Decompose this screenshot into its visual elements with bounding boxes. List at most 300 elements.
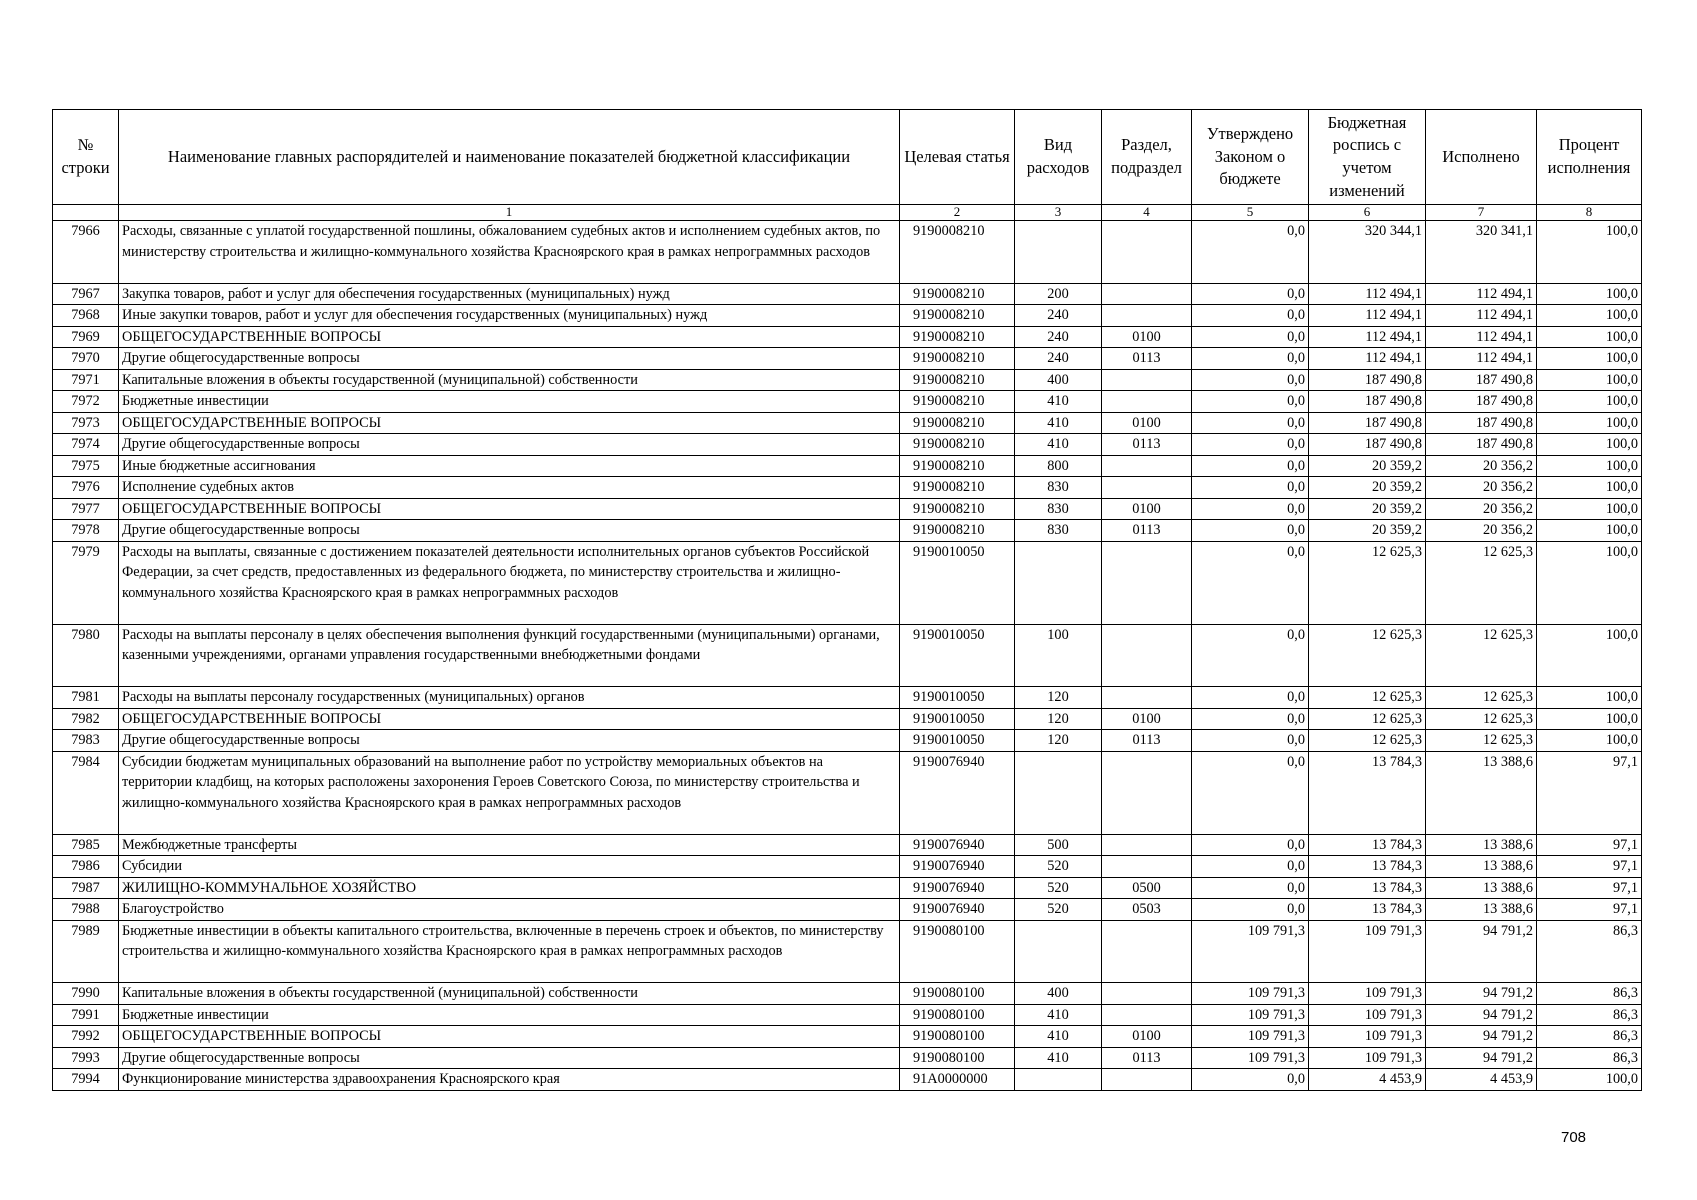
page-number: 708	[1561, 1129, 1587, 1146]
row-name: ОБЩЕГОСУДАРСТВЕННЫЕ ВОПРОСЫ	[119, 498, 900, 520]
row-name: Капитальные вложения в объекты государственной (муниципальной) собственности	[119, 983, 900, 1005]
section-code	[1102, 455, 1192, 477]
target-article: 9190080100	[900, 983, 1015, 1005]
row-name: Другие общегосударственные вопросы	[119, 730, 900, 752]
section-code: 0113	[1102, 1047, 1192, 1069]
execution-percent: 100,0	[1537, 541, 1642, 624]
table-body	[53, 205, 1642, 1091]
execution-percent: 100,0	[1537, 498, 1642, 520]
executed-amount: 13 388,6	[1426, 877, 1537, 899]
executed-amount: 12 625,3	[1426, 687, 1537, 709]
executed-amount: 20 356,2	[1426, 498, 1537, 520]
budget-amount: 109 791,3	[1309, 1026, 1426, 1048]
approved-amount: 0,0	[1192, 391, 1309, 413]
target-article: 9190008210	[900, 391, 1015, 413]
target-article: 9190008210	[900, 283, 1015, 305]
row-name: Межбюджетные трансферты	[119, 834, 900, 856]
table-row	[53, 751, 1642, 834]
approved-amount: 0,0	[1192, 520, 1309, 542]
section-code	[1102, 283, 1192, 305]
row-number: 7978	[53, 520, 119, 542]
section-code	[1102, 834, 1192, 856]
expense-type: 240	[1015, 348, 1102, 370]
executed-amount: 20 356,2	[1426, 520, 1537, 542]
executed-amount: 13 388,6	[1426, 899, 1537, 921]
table-row	[53, 455, 1642, 477]
row-name: Бюджетные инвестиции	[119, 391, 900, 413]
executed-amount: 12 625,3	[1426, 730, 1537, 752]
execution-percent: 97,1	[1537, 751, 1642, 834]
approved-amount: 0,0	[1192, 624, 1309, 687]
approved-amount: 0,0	[1192, 326, 1309, 348]
target-article: 9190008210	[900, 305, 1015, 327]
execution-percent: 100,0	[1537, 477, 1642, 499]
execution-percent: 100,0	[1537, 708, 1642, 730]
approved-amount: 0,0	[1192, 455, 1309, 477]
column-number-row	[53, 205, 1642, 221]
executed-amount: 112 494,1	[1426, 348, 1537, 370]
row-number: 7973	[53, 412, 119, 434]
section-code: 0100	[1102, 326, 1192, 348]
budget-amount: 12 625,3	[1309, 730, 1426, 752]
section-code: 0500	[1102, 877, 1192, 899]
row-name: ЖИЛИЩНО-КОММУНАЛЬНОЕ ХОЗЯЙСТВО	[119, 877, 900, 899]
expense-type: 120	[1015, 730, 1102, 752]
execution-percent: 97,1	[1537, 877, 1642, 899]
executed-amount: 94 791,2	[1426, 920, 1537, 983]
target-article: 9190076940	[900, 834, 1015, 856]
target-article: 9190008210	[900, 520, 1015, 542]
column-number: 7	[1426, 205, 1537, 221]
execution-percent: 100,0	[1537, 412, 1642, 434]
header-section: Раздел, подраздел	[1102, 110, 1192, 205]
expense-type: 240	[1015, 305, 1102, 327]
execution-percent: 100,0	[1537, 369, 1642, 391]
row-number: 7983	[53, 730, 119, 752]
section-code	[1102, 391, 1192, 413]
execution-percent: 86,3	[1537, 1047, 1642, 1069]
table-row	[53, 856, 1642, 878]
column-number: 5	[1192, 205, 1309, 221]
execution-percent: 86,3	[1537, 1026, 1642, 1048]
executed-amount: 187 490,8	[1426, 412, 1537, 434]
table-row	[53, 687, 1642, 709]
row-name: Бюджетные инвестиции	[119, 1004, 900, 1026]
budget-amount: 12 625,3	[1309, 687, 1426, 709]
executed-amount: 12 625,3	[1426, 624, 1537, 687]
header-executed: Исполнено	[1426, 110, 1537, 205]
section-code	[1102, 856, 1192, 878]
expense-type: 240	[1015, 326, 1102, 348]
executed-amount: 112 494,1	[1426, 326, 1537, 348]
budget-amount: 109 791,3	[1309, 920, 1426, 983]
row-name: Закупка товаров, работ и услуг для обеспечения государственных (муниципальных) нужд	[119, 283, 900, 305]
target-article: 9190010050	[900, 541, 1015, 624]
table-row	[53, 434, 1642, 456]
execution-percent: 86,3	[1537, 920, 1642, 983]
row-number: 7977	[53, 498, 119, 520]
executed-amount: 187 490,8	[1426, 369, 1537, 391]
approved-amount: 109 791,3	[1192, 920, 1309, 983]
execution-percent: 100,0	[1537, 305, 1642, 327]
row-number: 7987	[53, 877, 119, 899]
approved-amount: 0,0	[1192, 899, 1309, 921]
row-name: Функционирование министерства здравоохранения Красноярского края	[119, 1069, 900, 1091]
expense-type: 410	[1015, 1026, 1102, 1048]
row-number: 7982	[53, 708, 119, 730]
row-number: 7975	[53, 455, 119, 477]
row-number: 7988	[53, 899, 119, 921]
row-number: 7991	[53, 1004, 119, 1026]
approved-amount: 0,0	[1192, 348, 1309, 370]
row-number: 7990	[53, 983, 119, 1005]
section-code: 0113	[1102, 348, 1192, 370]
executed-amount: 94 791,2	[1426, 1026, 1537, 1048]
row-number: 7972	[53, 391, 119, 413]
section-code	[1102, 751, 1192, 834]
execution-percent: 97,1	[1537, 856, 1642, 878]
execution-percent: 100,0	[1537, 687, 1642, 709]
row-number: 7992	[53, 1026, 119, 1048]
expense-type: 120	[1015, 687, 1102, 709]
table-header	[53, 110, 1642, 205]
row-name: Иные закупки товаров, работ и услуг для обеспечения государственных (муниципальных) нужд	[119, 305, 900, 327]
executed-amount: 112 494,1	[1426, 283, 1537, 305]
target-article: 9190008210	[900, 221, 1015, 284]
section-code: 0100	[1102, 498, 1192, 520]
expense-type: 520	[1015, 856, 1102, 878]
row-name: Другие общегосударственные вопросы	[119, 434, 900, 456]
budget-amount: 187 490,8	[1309, 369, 1426, 391]
expense-type	[1015, 751, 1102, 834]
budget-amount: 20 359,2	[1309, 498, 1426, 520]
approved-amount: 0,0	[1192, 856, 1309, 878]
budget-amount: 13 784,3	[1309, 751, 1426, 834]
executed-amount: 13 388,6	[1426, 856, 1537, 878]
table-row	[53, 877, 1642, 899]
table-row	[53, 1026, 1642, 1048]
target-article: 91А0000000	[900, 1069, 1015, 1091]
row-name: Расходы на выплаты персоналу в целях обеспечения выполнения функций государственными (муниципальными) органами, казенными учреждениями, органами управления государственными внебюджетными фондами	[119, 624, 900, 687]
header-percent: Процент исполнения	[1537, 110, 1642, 205]
expense-type: 200	[1015, 283, 1102, 305]
table-row	[53, 391, 1642, 413]
table-row	[53, 1004, 1642, 1026]
target-article: 9190008210	[900, 477, 1015, 499]
expense-type	[1015, 1069, 1102, 1091]
execution-percent: 100,0	[1537, 221, 1642, 284]
expense-type: 830	[1015, 498, 1102, 520]
target-article: 9190010050	[900, 730, 1015, 752]
header-expense-type: Вид расходов	[1015, 110, 1102, 205]
target-article: 9190080100	[900, 1047, 1015, 1069]
table-row	[53, 348, 1642, 370]
executed-amount: 4 453,9	[1426, 1069, 1537, 1091]
table-row	[53, 283, 1642, 305]
approved-amount: 0,0	[1192, 498, 1309, 520]
approved-amount: 0,0	[1192, 369, 1309, 391]
budget-amount: 320 344,1	[1309, 221, 1426, 284]
table-row	[53, 708, 1642, 730]
row-number: 7994	[53, 1069, 119, 1091]
row-number: 7974	[53, 434, 119, 456]
target-article: 9190010050	[900, 624, 1015, 687]
row-number: 7971	[53, 369, 119, 391]
section-code	[1102, 477, 1192, 499]
budget-amount: 12 625,3	[1309, 541, 1426, 624]
budget-amount: 20 359,2	[1309, 455, 1426, 477]
section-code: 0100	[1102, 1026, 1192, 1048]
budget-amount: 12 625,3	[1309, 624, 1426, 687]
row-name: Расходы, связанные с уплатой государственной пошлины, обжалованием судебных актов и исполнением судебных актов, по министерству строительства и жилищно-коммунального хозяйства Красноярского края в рамках непрограммных расходов	[119, 221, 900, 284]
section-code	[1102, 920, 1192, 983]
section-code: 0100	[1102, 412, 1192, 434]
section-code: 0113	[1102, 730, 1192, 752]
executed-amount: 187 490,8	[1426, 434, 1537, 456]
row-name: ОБЩЕГОСУДАРСТВЕННЫЕ ВОПРОСЫ	[119, 412, 900, 434]
row-number: 7970	[53, 348, 119, 370]
approved-amount: 109 791,3	[1192, 1004, 1309, 1026]
budget-amount: 20 359,2	[1309, 520, 1426, 542]
budget-amount: 4 453,9	[1309, 1069, 1426, 1091]
section-code: 0503	[1102, 899, 1192, 921]
budget-amount: 12 625,3	[1309, 708, 1426, 730]
section-code: 0113	[1102, 520, 1192, 542]
budget-amount: 13 784,3	[1309, 856, 1426, 878]
target-article: 9190076940	[900, 751, 1015, 834]
budget-amount: 112 494,1	[1309, 326, 1426, 348]
approved-amount: 109 791,3	[1192, 983, 1309, 1005]
execution-percent: 100,0	[1537, 455, 1642, 477]
section-code	[1102, 1069, 1192, 1091]
expense-type: 100	[1015, 624, 1102, 687]
approved-amount: 0,0	[1192, 877, 1309, 899]
expense-type: 830	[1015, 477, 1102, 499]
row-number: 7993	[53, 1047, 119, 1069]
section-code: 0113	[1102, 434, 1192, 456]
expense-type	[1015, 920, 1102, 983]
expense-type	[1015, 221, 1102, 284]
approved-amount: 0,0	[1192, 751, 1309, 834]
budget-amount: 112 494,1	[1309, 305, 1426, 327]
approved-amount: 109 791,3	[1192, 1047, 1309, 1069]
row-number: 7967	[53, 283, 119, 305]
execution-percent: 100,0	[1537, 391, 1642, 413]
table-row	[53, 326, 1642, 348]
target-article: 9190076940	[900, 856, 1015, 878]
approved-amount: 0,0	[1192, 541, 1309, 624]
executed-amount: 112 494,1	[1426, 305, 1537, 327]
approved-amount: 0,0	[1192, 412, 1309, 434]
row-name: Иные бюджетные ассигнования	[119, 455, 900, 477]
executed-amount: 187 490,8	[1426, 391, 1537, 413]
row-number: 7976	[53, 477, 119, 499]
expense-type: 830	[1015, 520, 1102, 542]
column-number: 3	[1015, 205, 1102, 221]
budget-amount: 13 784,3	[1309, 877, 1426, 899]
executed-amount: 12 625,3	[1426, 541, 1537, 624]
approved-amount: 0,0	[1192, 434, 1309, 456]
row-number: 7985	[53, 834, 119, 856]
expense-type: 410	[1015, 1047, 1102, 1069]
executed-amount: 13 388,6	[1426, 834, 1537, 856]
target-article: 9190010050	[900, 708, 1015, 730]
header-budget-schedule: Бюджетная роспись с учетом изменений	[1309, 110, 1426, 205]
target-article: 9190080100	[900, 920, 1015, 983]
expense-type: 520	[1015, 899, 1102, 921]
expense-type: 120	[1015, 708, 1102, 730]
row-name: Субсидии	[119, 856, 900, 878]
row-name: Другие общегосударственные вопросы	[119, 520, 900, 542]
approved-amount: 0,0	[1192, 834, 1309, 856]
approved-amount: 109 791,3	[1192, 1026, 1309, 1048]
row-number: 7966	[53, 221, 119, 284]
header-target-article: Целевая статья	[900, 110, 1015, 205]
executed-amount: 12 625,3	[1426, 708, 1537, 730]
row-name: Бюджетные инвестиции в объекты капитального строительства, включенные в перечень строек и объектов, по министерству строительства и жилищно-коммунального хозяйства Красноярского края в рамках непрограммных расходов	[119, 920, 900, 983]
table-row	[53, 983, 1642, 1005]
executed-amount: 20 356,2	[1426, 455, 1537, 477]
expense-type: 400	[1015, 983, 1102, 1005]
section-code	[1102, 369, 1192, 391]
table-row	[53, 412, 1642, 434]
row-number: 7980	[53, 624, 119, 687]
budget-amount: 20 359,2	[1309, 477, 1426, 499]
executed-amount: 13 388,6	[1426, 751, 1537, 834]
expense-type: 400	[1015, 369, 1102, 391]
budget-amount: 13 784,3	[1309, 899, 1426, 921]
section-code	[1102, 1004, 1192, 1026]
approved-amount: 0,0	[1192, 730, 1309, 752]
row-name: ОБЩЕГОСУДАРСТВЕННЫЕ ВОПРОСЫ	[119, 708, 900, 730]
row-name: ОБЩЕГОСУДАРСТВЕННЫЕ ВОПРОСЫ	[119, 326, 900, 348]
approved-amount: 0,0	[1192, 305, 1309, 327]
section-code	[1102, 624, 1192, 687]
row-number: 7979	[53, 541, 119, 624]
expense-type: 800	[1015, 455, 1102, 477]
target-article: 9190008210	[900, 348, 1015, 370]
budget-amount: 109 791,3	[1309, 1004, 1426, 1026]
target-article: 9190076940	[900, 899, 1015, 921]
budget-table	[52, 109, 1642, 1091]
execution-percent: 97,1	[1537, 899, 1642, 921]
expense-type: 410	[1015, 412, 1102, 434]
row-name: Расходы на выплаты персоналу государственных (муниципальных) органов	[119, 687, 900, 709]
target-article: 9190008210	[900, 412, 1015, 434]
expense-type: 410	[1015, 391, 1102, 413]
table-row	[53, 498, 1642, 520]
header-name: Наименование главных распорядителей и наименование показателей бюджетной классификации	[119, 110, 900, 205]
budget-amount: 187 490,8	[1309, 412, 1426, 434]
execution-percent: 100,0	[1537, 1069, 1642, 1091]
table-row	[53, 920, 1642, 983]
expense-type: 410	[1015, 1004, 1102, 1026]
row-number: 7969	[53, 326, 119, 348]
table-row	[53, 541, 1642, 624]
approved-amount: 0,0	[1192, 283, 1309, 305]
section-code	[1102, 983, 1192, 1005]
section-code: 0100	[1102, 708, 1192, 730]
row-name: Другие общегосударственные вопросы	[119, 348, 900, 370]
table-row	[53, 834, 1642, 856]
target-article: 9190080100	[900, 1004, 1015, 1026]
execution-percent: 100,0	[1537, 348, 1642, 370]
column-number: 1	[119, 205, 900, 221]
column-number: 4	[1102, 205, 1192, 221]
executed-amount: 94 791,2	[1426, 983, 1537, 1005]
approved-amount: 0,0	[1192, 687, 1309, 709]
budget-amount: 187 490,8	[1309, 391, 1426, 413]
row-name: Расходы на выплаты, связанные с достижением показателей деятельности исполнительных органов субъектов Российской Федерации, за счет средств, предоставленных из федерального бюджета, по министерству строительства и жилищно-коммунального хозяйства Красноярского края в рамках непрограммных расходов	[119, 541, 900, 624]
execution-percent: 100,0	[1537, 730, 1642, 752]
executed-amount: 320 341,1	[1426, 221, 1537, 284]
row-number: 7968	[53, 305, 119, 327]
row-name: Благоустройство	[119, 899, 900, 921]
row-number: 7981	[53, 687, 119, 709]
budget-amount: 13 784,3	[1309, 834, 1426, 856]
execution-percent: 100,0	[1537, 520, 1642, 542]
table-row	[53, 624, 1642, 687]
row-name: Субсидии бюджетам муниципальных образований на выполнение работ по устройству мемориальных объектов на территории кладбищ, на которых расположены захоронения Героев Советского Союза, по министерству строительства и жилищно-коммунального хозяйства Красноярского края в рамках непрограммных расходов	[119, 751, 900, 834]
section-code	[1102, 305, 1192, 327]
section-code	[1102, 687, 1192, 709]
table-row	[53, 221, 1642, 284]
approved-amount: 0,0	[1192, 708, 1309, 730]
table-row	[53, 899, 1642, 921]
approved-amount: 0,0	[1192, 477, 1309, 499]
budget-amount: 109 791,3	[1309, 1047, 1426, 1069]
row-name: Другие общегосударственные вопросы	[119, 1047, 900, 1069]
executed-amount: 94 791,2	[1426, 1004, 1537, 1026]
target-article: 9190008210	[900, 369, 1015, 391]
column-number	[53, 205, 119, 221]
table-row	[53, 1069, 1642, 1091]
row-name: ОБЩЕГОСУДАРСТВЕННЫЕ ВОПРОСЫ	[119, 1026, 900, 1048]
table-row	[53, 477, 1642, 499]
budget-amount: 109 791,3	[1309, 983, 1426, 1005]
execution-percent: 86,3	[1537, 983, 1642, 1005]
row-number: 7989	[53, 920, 119, 983]
table-row	[53, 369, 1642, 391]
target-article: 9190010050	[900, 687, 1015, 709]
executed-amount: 94 791,2	[1426, 1047, 1537, 1069]
table-row	[53, 1047, 1642, 1069]
target-article: 9190076940	[900, 877, 1015, 899]
budget-amount: 112 494,1	[1309, 348, 1426, 370]
table-row	[53, 305, 1642, 327]
execution-percent: 100,0	[1537, 434, 1642, 456]
section-code	[1102, 541, 1192, 624]
expense-type: 520	[1015, 877, 1102, 899]
row-number: 7986	[53, 856, 119, 878]
expense-type: 410	[1015, 434, 1102, 456]
section-code	[1102, 221, 1192, 284]
execution-percent: 100,0	[1537, 326, 1642, 348]
execution-percent: 97,1	[1537, 834, 1642, 856]
execution-percent: 100,0	[1537, 283, 1642, 305]
row-number: 7984	[53, 751, 119, 834]
executed-amount: 20 356,2	[1426, 477, 1537, 499]
expense-type: 500	[1015, 834, 1102, 856]
target-article: 9190080100	[900, 1026, 1015, 1048]
row-name: Исполнение судебных актов	[119, 477, 900, 499]
column-number: 6	[1309, 205, 1426, 221]
target-article: 9190008210	[900, 498, 1015, 520]
execution-percent: 86,3	[1537, 1004, 1642, 1026]
table-row	[53, 520, 1642, 542]
budget-amount: 187 490,8	[1309, 434, 1426, 456]
target-article: 9190008210	[900, 326, 1015, 348]
